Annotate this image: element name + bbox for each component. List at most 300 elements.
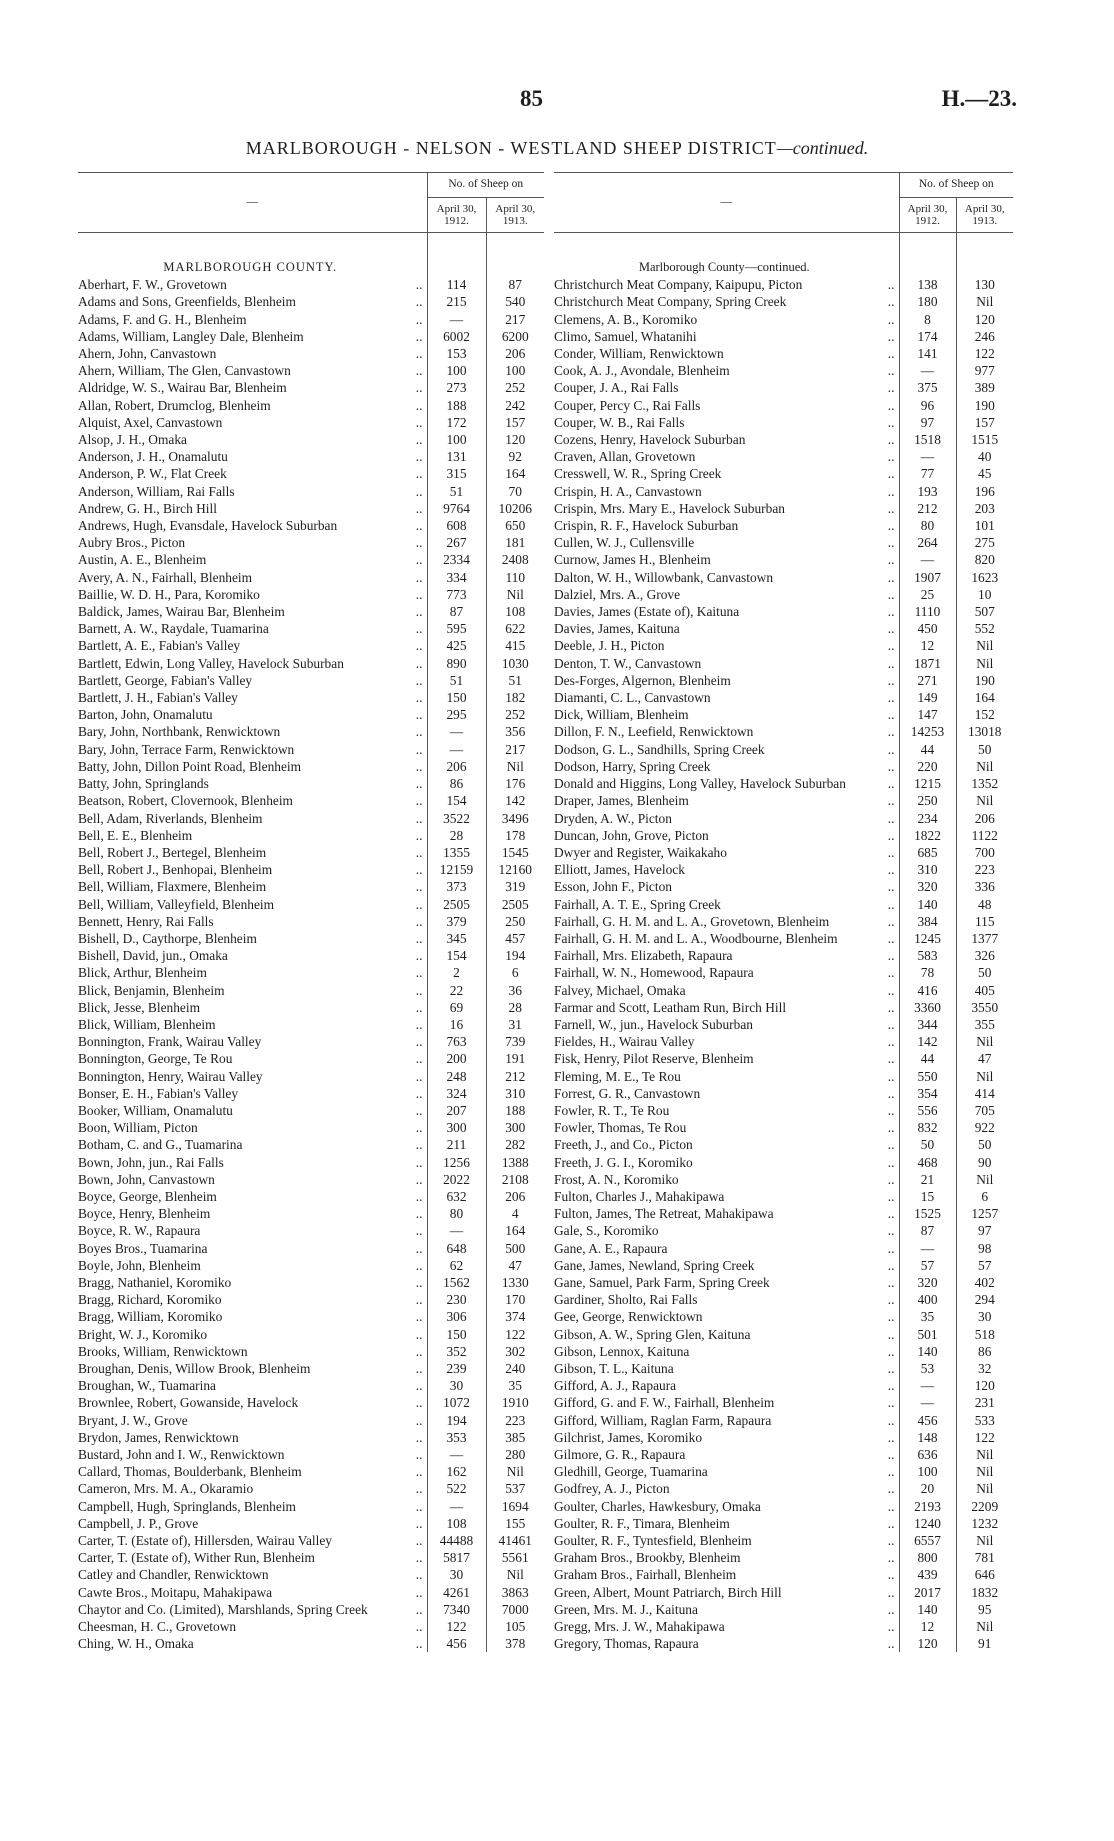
table-row (554, 414, 1013, 431)
table-row (554, 1308, 1013, 1325)
leader-dots: .. (415, 328, 423, 344)
owner-name: .. Bell, Robert J., Bertegel, Blenheim (78, 844, 423, 860)
owner-name-cell (554, 947, 899, 964)
sheep-1912-value: 425 (427, 637, 486, 654)
owner-name: .. Bonser, E. H., Fabian's Valley (78, 1085, 423, 1101)
sheep-1912-value: 44 (899, 1050, 956, 1067)
sheep-1912-value: 172 (427, 414, 486, 431)
table-row (554, 1343, 1013, 1360)
left-sheep-table (78, 172, 544, 1652)
owner-name-cell (554, 1102, 899, 1119)
leader-dots: .. (887, 827, 895, 843)
county-heading: MARLBOROUGH COUNTY. (163, 260, 338, 274)
owner-name: .. Booker, William, Onamalutu (78, 1102, 423, 1118)
sheep-1913-value: Nil (506, 1464, 524, 1480)
owner-name: .. Gane, A. E., Rapaura (554, 1240, 895, 1256)
sheep-1913-value: 108 (505, 604, 526, 620)
series-code: H.—23. (941, 86, 1017, 111)
sheep-1912-value: 1562 (427, 1274, 486, 1291)
owner-name-cell (78, 1412, 427, 1429)
owner-name: .. Adams, F. and G. H., Blenheim (78, 311, 423, 327)
leader-dots: .. (887, 432, 895, 448)
owner-name-cell (554, 1343, 899, 1360)
owner-name: .. Bown, John, jun., Rai Falls (78, 1154, 423, 1170)
sheep-1912-value: 62 (427, 1257, 486, 1274)
owner-name-cell (78, 1480, 427, 1497)
sheep-1912-value: 1256 (427, 1154, 486, 1171)
table-row (554, 810, 1013, 827)
owner-name: .. Deeble, J. H., Picton (554, 638, 895, 654)
leader-dots: .. (415, 500, 423, 516)
owner-name-cell (78, 397, 427, 414)
sheep-1912-value: 120 (899, 1635, 956, 1652)
table-row (78, 913, 544, 930)
sheep-1912-value: 200 (427, 1050, 486, 1067)
owner-name-cell (78, 1308, 427, 1325)
sheep-1912-value: 212 (899, 500, 956, 517)
leader-dots: .. (415, 1051, 423, 1067)
table-row (78, 878, 544, 895)
owner-name-cell (78, 810, 427, 827)
leader-dots: .. (415, 862, 423, 878)
leader-dots: .. (887, 707, 895, 723)
sheep-1913-value: Nil (976, 1447, 994, 1463)
owner-name-cell (78, 1085, 427, 1102)
owner-name: .. Bishell, D., Caythorpe, Blenheim (78, 930, 423, 946)
table-row (78, 1429, 544, 1446)
sheep-1912-value: 450 (899, 620, 956, 637)
owner-name: .. Boyce, R. W., Rapaura (78, 1223, 423, 1239)
owner-name: .. Boyes Bros., Tuamarina (78, 1240, 423, 1256)
owner-name: .. Graham Bros., Brookby, Blenheim (554, 1550, 895, 1566)
table-row (78, 1584, 544, 1601)
sheep-1913-value: 5561 (501, 1550, 529, 1566)
owner-name: .. Bartlett, A. E., Fabian's Valley (78, 638, 423, 654)
sheep-1912-value: 2334 (427, 551, 486, 568)
county-heading: Marlborough County—continued. (638, 260, 810, 274)
owner-name: .. Gilmore, G. R., Rapaura (554, 1447, 895, 1463)
owner-name-cell (554, 999, 899, 1016)
sheep-1913-value: 176 (505, 776, 526, 792)
sheep-1913-value: 355 (974, 1016, 995, 1032)
owner-name-cell (78, 586, 427, 603)
sheep-1913-value: 1832 (971, 1584, 999, 1600)
owner-name-cell (78, 982, 427, 999)
owner-name: .. Dalton, W. H., Willowbank, Canvastown (554, 569, 895, 585)
owner-name-cell (554, 397, 899, 414)
table-row (554, 276, 1013, 293)
owner-name-cell (78, 1274, 427, 1291)
sheep-1913-value: 105 (505, 1619, 526, 1635)
table-row (554, 1498, 1013, 1515)
table-row (554, 1240, 1013, 1257)
sheep-1913-value: 206 (505, 1188, 526, 1204)
sheep-1913-value: 4 (511, 1206, 519, 1222)
table-row (78, 551, 544, 568)
table-row (554, 827, 1013, 844)
sheep-1913-value: 164 (505, 466, 526, 482)
owner-name-cell (554, 930, 899, 947)
table-row (78, 1188, 544, 1205)
owner-name-cell (78, 362, 427, 379)
sheep-1913-value: 50 (978, 741, 992, 757)
table-row (554, 1618, 1013, 1635)
sheep-1913-value: Nil (976, 1619, 994, 1635)
sheep-1913-value: Nil (976, 1533, 994, 1549)
sheep-1913-value: 356 (505, 724, 526, 740)
sheep-1912-value: 87 (427, 603, 486, 620)
owner-name: .. Baldick, James, Wairau Bar, Blenheim (78, 604, 423, 620)
sheep-1912-value: 100 (899, 1463, 956, 1480)
sheep-1913-value: Nil (976, 638, 994, 654)
owner-name-cell (78, 603, 427, 620)
sheep-1912-value: — (899, 362, 956, 379)
leader-dots: .. (887, 1016, 895, 1032)
sheep-1913-value: 1910 (501, 1395, 529, 1411)
leader-dots: .. (415, 1206, 423, 1222)
sheep-1912-value: 100 (427, 362, 486, 379)
sheep-1913-value: 319 (505, 879, 526, 895)
leader-dots: .. (415, 1034, 423, 1050)
owner-name-cell (78, 1601, 427, 1618)
sheep-1912-value: 250 (899, 792, 956, 809)
owner-name: .. Carter, T. (Estate of), Hillersden, Wairau Valley (78, 1533, 423, 1549)
sheep-1913-value: 98 (978, 1240, 992, 1256)
owner-name-cell (78, 551, 427, 568)
sheep-1912-value: 77 (899, 465, 956, 482)
owner-name-cell (554, 964, 899, 981)
leader-dots: .. (887, 793, 895, 809)
owner-name: .. Bright, W. J., Koromiko (78, 1326, 423, 1342)
table-row (78, 930, 544, 947)
leader-dots: .. (415, 586, 423, 602)
leader-dots: .. (887, 913, 895, 929)
sheep-1913-value: Nil (976, 1034, 994, 1050)
owner-name-cell (554, 827, 899, 844)
owner-name-cell (78, 1566, 427, 1583)
owner-name: .. Bell, Robert J., Benhopai, Blenheim (78, 862, 423, 878)
owner-name: .. Bown, John, Canvastown (78, 1171, 423, 1187)
owner-name-cell (78, 706, 427, 723)
sheep-1913-value: 537 (505, 1481, 526, 1497)
sheep-1913-value: 70 (508, 483, 522, 499)
table-row (78, 1240, 544, 1257)
leader-dots: .. (887, 1223, 895, 1239)
table-row (554, 1394, 1013, 1411)
owner-name-cell (554, 551, 899, 568)
sheep-1913-value: 650 (505, 518, 526, 534)
owner-name: .. Fowler, R. T., Te Rou (554, 1102, 895, 1118)
leader-dots: .. (887, 1619, 895, 1635)
sheep-1913-value: 190 (974, 672, 995, 688)
table-row (78, 723, 544, 740)
owner-name: .. Cresswell, W. R., Spring Creek (554, 466, 895, 482)
sheep-1912-value: 15 (899, 1188, 956, 1205)
table-row (78, 982, 544, 999)
leader-dots: .. (415, 741, 423, 757)
leader-dots: .. (887, 896, 895, 912)
owner-name-cell (554, 758, 899, 775)
title-suffix: —continued. (776, 138, 869, 158)
leader-dots: .. (887, 294, 895, 310)
table-row (78, 345, 544, 362)
sheep-1913-value: 282 (505, 1137, 526, 1153)
sheep-1913-value: 47 (508, 1257, 522, 1273)
owner-name: .. Baillie, W. D. H., Para, Koromiko (78, 586, 423, 602)
sheep-1913-value: 1232 (971, 1515, 999, 1531)
leader-dots: .. (887, 311, 895, 327)
sheep-1913-value: 190 (974, 397, 995, 413)
table-row (554, 534, 1013, 551)
table-row (554, 982, 1013, 999)
owner-name: .. Fisk, Henry, Pilot Reserve, Blenheim (554, 1051, 895, 1067)
sheep-1912-value: 174 (899, 328, 956, 345)
leader-dots: .. (887, 690, 895, 706)
leader-dots: .. (887, 1257, 895, 1273)
sheep-1913-value: 12160 (498, 862, 532, 878)
table-row (78, 689, 544, 706)
leader-dots: .. (887, 1102, 895, 1118)
leader-dots: .. (415, 1016, 423, 1032)
table-row (78, 379, 544, 396)
leader-dots: .. (415, 690, 423, 706)
sheep-1913-value: 164 (505, 1223, 526, 1239)
owner-name-cell (554, 293, 899, 310)
owner-name-cell (78, 1618, 427, 1635)
sheep-1913-value: 122 (974, 1429, 995, 1445)
sheep-1913-value: 30 (978, 1309, 992, 1325)
sheep-1912-value: 334 (427, 569, 486, 586)
leader-dots: .. (415, 879, 423, 895)
sheep-1913-value: 1352 (971, 776, 999, 792)
leader-dots: .. (415, 1188, 423, 1204)
sheep-1913-value: Nil (506, 758, 524, 774)
sheep-1912-value: 5817 (427, 1549, 486, 1566)
leader-dots: .. (887, 328, 895, 344)
sheep-1913-value: 739 (505, 1034, 526, 1050)
leader-dots: .. (415, 638, 423, 654)
sheep-1913-value: 294 (974, 1292, 995, 1308)
owner-name: .. Dodson, Harry, Spring Creek (554, 758, 895, 774)
owner-name-cell (78, 775, 427, 792)
sheep-1912-value: 35 (899, 1308, 956, 1325)
owner-name-cell (78, 1343, 427, 1360)
leader-dots: .. (887, 1206, 895, 1222)
sheep-1913-value: 157 (505, 414, 526, 430)
owner-name: .. Carter, T. (Estate of), Wither Run, Blenheim (78, 1550, 423, 1566)
leader-dots: .. (415, 432, 423, 448)
sheep-1913-value: 164 (974, 690, 995, 706)
table-row (78, 1085, 544, 1102)
sheep-1913-value: 170 (505, 1292, 526, 1308)
sheep-1913-value: 47 (978, 1051, 992, 1067)
right-sheep-table (554, 172, 1013, 1652)
sheep-1912-value: 28 (427, 827, 486, 844)
sheep-1912-value: 353 (427, 1429, 486, 1446)
sheep-1913-value: 194 (505, 948, 526, 964)
owner-name-cell (78, 689, 427, 706)
sheep-1913-value: 500 (505, 1240, 526, 1256)
owner-name: .. Bell, William, Valleyfield, Blenheim (78, 896, 423, 912)
leader-dots: .. (887, 1120, 895, 1136)
leader-dots: .. (887, 1601, 895, 1617)
leader-dots: .. (415, 1498, 423, 1514)
table-row (78, 775, 544, 792)
owner-name: .. Aberhart, F. W., Grovetown (78, 277, 423, 293)
sheep-1913-value: 110 (505, 569, 526, 585)
leader-dots: .. (415, 1309, 423, 1325)
table-row (78, 1618, 544, 1635)
owner-name: .. Bonnington, Frank, Wairau Valley (78, 1034, 423, 1050)
table-row (78, 655, 544, 672)
owner-name-cell (554, 517, 899, 534)
sheep-1912-value: 373 (427, 878, 486, 895)
sheep-1912-value: 180 (899, 293, 956, 310)
sheep-1912-value: 69 (427, 999, 486, 1016)
leader-dots: .. (415, 672, 423, 688)
owner-name: .. Anderson, P. W., Flat Creek (78, 466, 423, 482)
sheep-1912-value: 1245 (899, 930, 956, 947)
owner-name: .. Cheesman, H. C., Grovetown (78, 1619, 423, 1635)
leader-dots: .. (887, 449, 895, 465)
sheep-1913-value: 252 (505, 380, 526, 396)
sheep-1913-value: 196 (974, 483, 995, 499)
owner-name: .. Bryant, J. W., Grove (78, 1412, 423, 1428)
sheep-1913-value: 36 (508, 982, 522, 998)
table-row (554, 741, 1013, 758)
table-row (78, 1154, 544, 1171)
page-title (0, 138, 1114, 159)
sheep-1913-value: 781 (974, 1550, 995, 1566)
owner-name: .. Falvey, Michael, Omaka (554, 982, 895, 998)
owner-name: .. Allan, Robert, Drumclog, Blenheim (78, 397, 423, 413)
sheep-1912-value: 763 (427, 1033, 486, 1050)
leader-dots: .. (887, 948, 895, 964)
sheep-1913-value: Nil (976, 1464, 994, 1480)
sheep-1912-value: 153 (427, 345, 486, 362)
sheep-1913-value: 1030 (501, 655, 529, 671)
table-row (78, 328, 544, 345)
table-row (78, 1050, 544, 1067)
leader-dots: .. (415, 1447, 423, 1463)
owner-name: .. Gifford, G. and F. W., Fairhall, Blenheim (554, 1395, 895, 1411)
sheep-1912-value: 324 (427, 1085, 486, 1102)
sheep-1912-value: — (899, 551, 956, 568)
sheep-1913-value: 50 (978, 965, 992, 981)
owner-name: .. Campbell, Hugh, Springlands, Blenheim (78, 1498, 423, 1514)
owner-name: .. Cawte Bros., Moitapu, Mahakipawa (78, 1584, 423, 1600)
sheep-1912-value: 154 (427, 792, 486, 809)
sheep-1912-value: 1215 (899, 775, 956, 792)
owner-name-cell (78, 1377, 427, 1394)
owner-name-cell (554, 637, 899, 654)
owner-name-cell (78, 723, 427, 740)
leader-dots: .. (415, 1223, 423, 1239)
owner-name: .. Green, Albert, Mount Patriarch, Birch Hill (554, 1584, 895, 1600)
owner-name-cell (78, 311, 427, 328)
owner-name-cell (78, 233, 427, 277)
owner-name: .. Anderson, William, Rai Falls (78, 483, 423, 499)
sheep-1913-value: 6 (981, 1188, 989, 1204)
sheep-1912-value: 832 (899, 1119, 956, 1136)
sheep-1913-value: 217 (505, 741, 526, 757)
owner-name: .. Alquist, Axel, Canvastown (78, 414, 423, 430)
sheep-1912-value: 215 (427, 293, 486, 310)
owner-name: .. Frost, A. N., Koromiko (554, 1171, 895, 1187)
table-row (554, 586, 1013, 603)
sheep-1912-value: 140 (899, 1343, 956, 1360)
table-row (554, 706, 1013, 723)
sheep-1913-value: 922 (974, 1120, 995, 1136)
sheep-1913-value: 518 (974, 1326, 995, 1342)
sheep-1912-value: 30 (427, 1566, 486, 1583)
leader-dots: .. (887, 776, 895, 792)
owner-name-cell (554, 1463, 899, 1480)
sheep-1913-value: 374 (505, 1309, 526, 1325)
leader-dots: .. (415, 346, 423, 362)
owner-name: .. Avery, A. N., Fairhall, Blenheim (78, 569, 423, 585)
sheep-1912-value: 636 (899, 1446, 956, 1463)
owner-name-cell (78, 328, 427, 345)
owner-name-cell (554, 792, 899, 809)
sheep-1912-value: 2017 (899, 1584, 956, 1601)
sheep-1912-value: 12 (899, 637, 956, 654)
leader-dots: .. (887, 655, 895, 671)
table-row (554, 1515, 1013, 1532)
owner-name-cell (78, 1515, 427, 1532)
leader-dots: .. (415, 707, 423, 723)
leader-dots: .. (415, 1257, 423, 1273)
leader-dots: .. (415, 552, 423, 568)
owner-name: .. Gee, George, Renwicktown (554, 1309, 895, 1325)
owner-name: .. Davies, James, Kaituna (554, 621, 895, 637)
owner-name-cell (554, 1429, 899, 1446)
owner-name: .. Blick, Jesse, Blenheim (78, 999, 423, 1015)
table-row (78, 293, 544, 310)
owner-name-cell (554, 810, 899, 827)
owner-name: .. Dodson, G. L., Sandhills, Spring Creek (554, 741, 895, 757)
table-row (554, 999, 1013, 1016)
table-row (78, 1549, 544, 1566)
table-row (78, 465, 544, 482)
leader-dots: .. (887, 1309, 895, 1325)
leader-dots: .. (415, 1240, 423, 1256)
sheep-1913-value: 622 (505, 621, 526, 637)
owner-name-cell (554, 1601, 899, 1618)
table-row (554, 620, 1013, 637)
table-row (554, 913, 1013, 930)
owner-name: .. Christchurch Meat Company, Kaipupu, Picton (554, 277, 895, 293)
owner-name: .. Duncan, John, Grove, Picton (554, 827, 895, 843)
sheep-1912-value: 2 (427, 964, 486, 981)
table-row (78, 827, 544, 844)
table-row (554, 1566, 1013, 1583)
owner-name-cell (554, 861, 899, 878)
sheep-1913-value: 115 (974, 913, 995, 929)
leader-dots: .. (415, 466, 423, 482)
sheep-1913-value: 95 (978, 1601, 992, 1617)
leader-dots: .. (887, 1378, 895, 1394)
sheep-1912-value: 230 (427, 1291, 486, 1308)
owner-name-cell (554, 1377, 899, 1394)
table-row (554, 431, 1013, 448)
leader-dots: .. (887, 1584, 895, 1600)
table-row (78, 999, 544, 1016)
sheep-1912-value: 456 (899, 1412, 956, 1429)
sheep-1912-value: 16 (427, 1016, 486, 1033)
owner-name-cell (78, 431, 427, 448)
sheep-1912-value: — (899, 1240, 956, 1257)
